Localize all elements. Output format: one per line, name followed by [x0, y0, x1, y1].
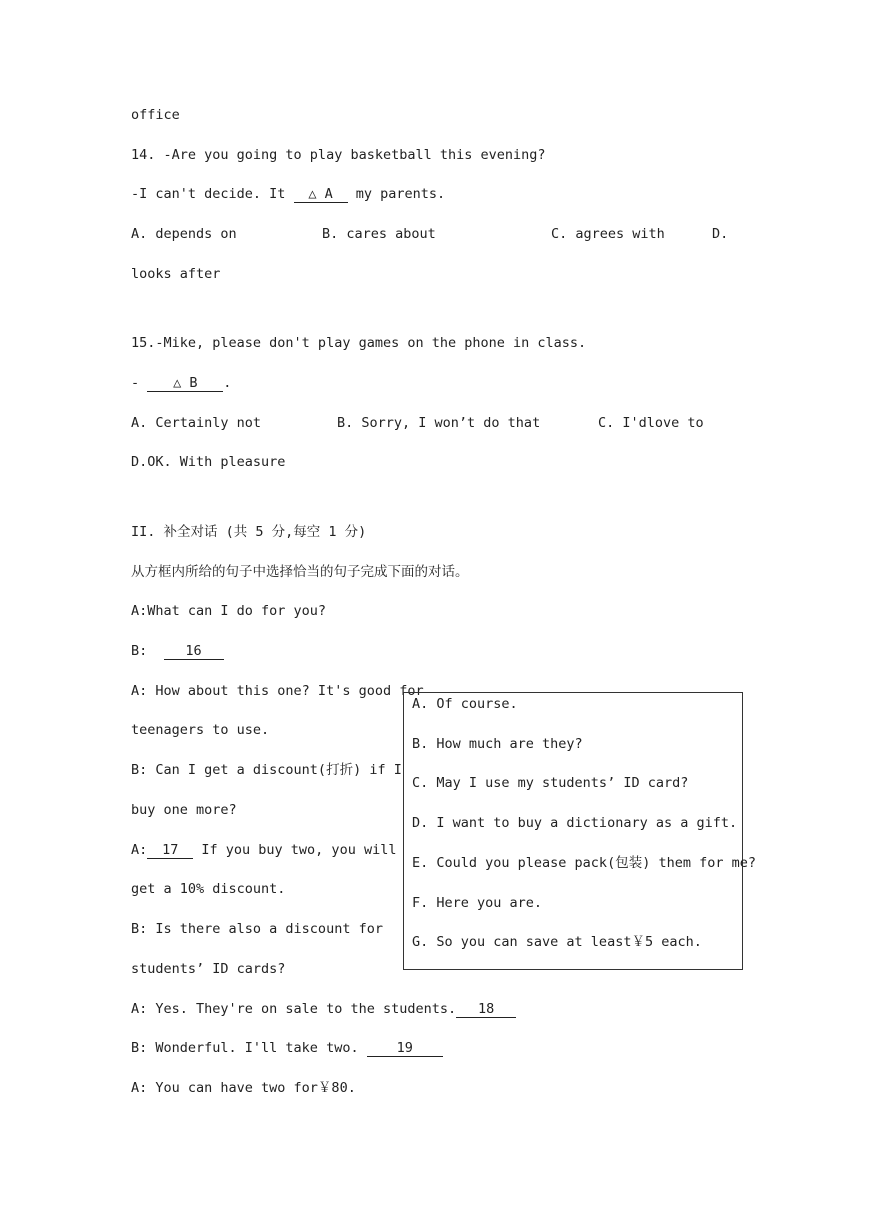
q15-stem: 15.-Mike, please don't play games on the phone in class.	[131, 335, 587, 351]
box-option-f: F. Here you are.	[412, 895, 543, 911]
q14-option-d-label: D.	[712, 226, 729, 242]
dialogue-line-5: B: Can I get a discount(打折) if I	[131, 762, 402, 778]
section-2-title: II. 补全对话 (共 5 分,每空 1 分)	[131, 524, 367, 540]
box-option-c: C. May I use my students’ ID card?	[412, 775, 689, 791]
dialogue-line-6: buy one more?	[131, 802, 237, 818]
box-option-g: G. So you can save at least￥5 each.	[412, 934, 702, 950]
box-option-a: A. Of course.	[412, 696, 518, 712]
dialogue-line-11: A: Yes. They're on sale to the students. 18	[131, 1000, 516, 1018]
dialogue-line-8: get a 10% discount.	[131, 881, 286, 897]
q13-tail: office	[131, 107, 180, 123]
section-2-instruction: 从方框内所给的句子中选择恰当的句子完成下面的对话。	[131, 564, 469, 580]
blank-18: 18	[456, 1001, 516, 1018]
dialogue-line-1: A:What can I do for you?	[131, 603, 327, 619]
q14-stem: 14. -Are you going to play basketball this evening?	[131, 147, 546, 163]
dialogue-line-7: A: 17 If you buy two, you will	[131, 842, 397, 858]
box-option-b: B. How much are they?	[412, 736, 583, 752]
box-option-e: E. Could you please pack(包装) them for me?	[412, 855, 756, 871]
q15-option-c: C. I'dlove to	[598, 415, 704, 431]
blank-19: 19	[367, 1040, 443, 1057]
q15-blank: △ B	[147, 375, 223, 392]
dialogue-line-10: students’ ID cards?	[131, 961, 286, 977]
q14-option-d-text: looks after	[131, 266, 221, 282]
q15-option-a: A. Certainly not	[131, 415, 262, 431]
dialogue-line-9: B: Is there also a discount for	[131, 921, 383, 937]
dialogue-line-4: teenagers to use.	[131, 722, 270, 738]
dialogue-line-13: A: You can have two for￥80.	[131, 1080, 356, 1096]
q15-line2: - △ B .	[131, 375, 232, 391]
q15-option-b: B. Sorry, I won’t do that	[337, 415, 541, 431]
q14-option-c: C. agrees with	[551, 226, 665, 242]
dialogue-line-3: A: How about this one? It's good for	[131, 683, 424, 699]
q14-blank: △ A	[294, 186, 348, 203]
dialogue-line-12: B: Wonderful. I'll take two. 19	[131, 1039, 443, 1057]
box-option-d: D. I want to buy a dictionary as a gift.	[412, 815, 738, 831]
q14-line2: -I can't decide. It △ A my parents.	[131, 186, 446, 202]
q14-option-a: A. depends on	[131, 226, 237, 242]
blank-16: 16	[164, 643, 224, 660]
q15-option-d: D.OK. With pleasure	[131, 454, 286, 470]
dialogue-line-2: B: 16	[131, 642, 224, 660]
blank-17: 17	[147, 842, 193, 859]
answer-options-box	[403, 692, 756, 970]
q14-option-b: B. cares about	[322, 226, 436, 242]
